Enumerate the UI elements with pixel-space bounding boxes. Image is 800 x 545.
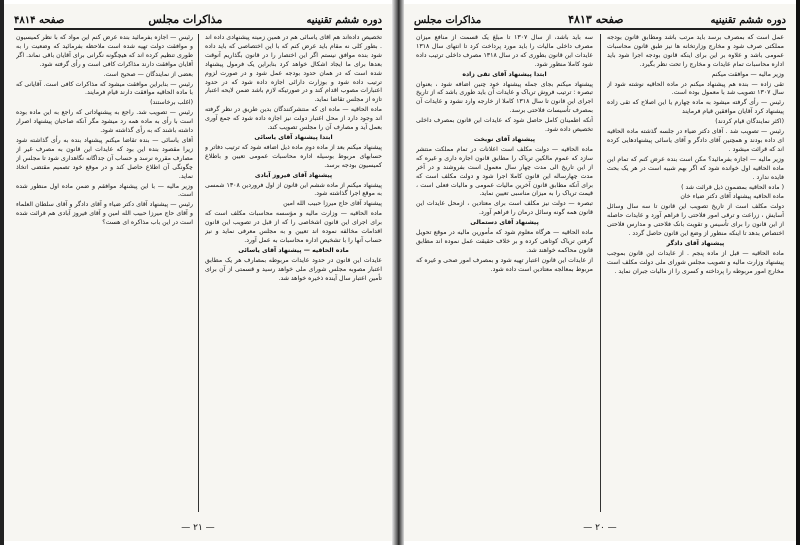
- column-divider: [600, 34, 601, 512]
- paragraph: پیشنهاد میکنم بعد از ماده دوم ماده ذیل اضافه شود که ترتیب دفاتر و حسابهای مربوط بوسیله اداره محاسبات عمومی تعیین و باطلاع کمیسیون بودجه برسد.: [205, 143, 382, 169]
- paragraph: آنکه اطمینان کامل حاصل شود که عایدات این قانون بمصرف داخلی تخصیص داده شود.: [416, 117, 593, 134]
- paragraph: تقی زاده — بنده هم پیشنهاد میکنم در ماده الحاقیه نوشته شود از سال ۱۳۰۷ تصویب شد با معمول بوده است.: [607, 80, 784, 97]
- paragraph: ماده الحاقیه پیشنهاد آقای دکتر ضیاء خان: [680, 193, 784, 201]
- paragraph: پیشنهاد میکنم بجای جمله پیشنهاد خود چنین اضافه شود ، بعنوان تبصره : ترتیب فروش تریاک و عایدات آن باید طوری باشد که از تاریخ اجرای این قانون تا سال ۱۳۱۸ کاملا از خارجه وارد نشود و عایدات آن بمصرف تأسیسات فلاحتی برسد.: [416, 80, 593, 115]
- paragraph: ماده الحاقیه — قبل از ماده پنجم . از عایدات این قانون بموجب پیشنهاد وزارت مالیه و تصویب مجلس شورای ملی دولت مکلف است مخارج امور مربوطه را پرداخته و کسری را از مالیات جبران نماید .: [607, 249, 784, 275]
- left-page-column-right: [205, 34, 382, 512]
- paragraph: بعضی از نمایندگان — صحیح است.: [103, 70, 193, 78]
- paragraph: رئیس — اجازه بفرمائید بنده عرض کنم این مواد که با نظر کمیسیون و موافقت دولت تهیه شده است ملاحظه بفرمائید که وضعیت را به طوری تنظیم کرده اند که هیچگونه نگرانی برای آقایان باقی نماند. اگر آقایان موافقت دارند مذاکرات کافی است و رأی گرفته شود.: [16, 34, 193, 68]
- right-page-title-left: مذاکرات مجلس: [414, 15, 482, 26]
- paragraph: ماده الحاقیه — ماده ای که منتشرکنندگان بدین طریق در نظر گرفته اند وجود دارد از محل اعتبار دولت نیز اجازه داده شود که جمع آوری بعمل آید و مصارف آن را مجلس تصویب کند.: [205, 106, 382, 132]
- paragraph: ماده الحاقیه — دولت مکلف است اعلانات در تمام مملکت منتشر سازد که عموم مالکین تریاک را مطابق قانون اجاره داری و غیره که از این تاریخ الی مدت چهار سال معمول است بفروشند و در آخر مدت چهارساله این قانون کاملا اجرا شود و دولت مکلف است که برای آنکه مطابق قانون آخرین مالیات عمومی و مالیات فعلی است ، قیمت تریاک را به میزان مناسبی تعیین نماید.: [416, 145, 593, 198]
- left-page: [4, 4, 392, 541]
- right-page-column-right: [607, 34, 784, 512]
- paragraph: آقای یاسائی — بنده تقاضا میکنم پیشنهاد بنده به رأی گذاشته شود زیرا مقصود بنده این بود که عایدات این قانون به مصرف غیر از مصارف مقرره نرسد و حساب آن جداگانه نگاهداری شود تا مجلس از چگونگی آن اطلاع حاصل کند و در موقع خود تصمیم مقتضی اتخاذ نماید.: [16, 136, 193, 180]
- left-page-number: صفحه ۴۸۱۴: [14, 15, 65, 26]
- left-page-footer: — ۲۱ —: [181, 523, 215, 533]
- right-page-number: صفحه ۴۸۱۳: [568, 13, 624, 26]
- paragraph-heading: ابتدا پیشنهاد آقای تقی زاده: [462, 70, 547, 78]
- scan-edge-right: [796, 0, 800, 545]
- left-page-title: مذاکرات مجلس: [148, 13, 223, 26]
- paragraph: تبصره — دولت نیز مکلف است برای معتادین ، ازمحل عایدات این قانون همه گونه وسائل درمان را فراهم آورد.: [416, 200, 593, 217]
- paragraph-heading: پیشنهاد آقای دادگر: [666, 239, 725, 247]
- paragraph: وزیر مالیه — اجازه بفرمائید؟ مکن است بنده عرض کنم که تمام این ماده الحاقیه اول خوانده شود که اگر بهم شبیه است در هر یک بحث فایده ندارد .: [607, 155, 784, 181]
- paragraph: پیشنهاد آقای حاج میرزا حبیب الله امین: [283, 200, 382, 208]
- column-divider: [198, 34, 199, 512]
- paragraph: از عایدات این قانون اعتبار تهیه شود و بمصرف امور صحی و غیره که مربوط بمعالجه معتادین است داده شود.: [416, 256, 593, 273]
- right-page: [404, 4, 796, 541]
- left-page-header: [14, 10, 382, 30]
- paragraph-heading: پیشنهاد آقای دستمالی: [470, 219, 539, 227]
- right-page-footer: — ۲۰ —: [583, 523, 617, 533]
- paragraph: رئیس — رأی گرفته میشود به ماده چهارم یا این اصلاح که تقی زاده پیشنهاد کرد آقایان موافقین قیام فرمایند: [607, 99, 784, 116]
- paragraph: وزیر مالیه — با این پیشنهاد موافقم و ضمن ماده اول منظور شده است.: [16, 182, 193, 199]
- paragraph: رئیس — پیشنهاد آقای دکتر ضیاء و آقای دادگر و آقای سلطان العلماء و آقای حاج میرزا حبیب الله امین و آقای فیروز آبادی هم قرائت شده است در این باب مذاکره ای هست؟: [16, 201, 193, 227]
- paragraph: رئیس — بنابراین موافقت میشود که مذاکرات کافی است. آقایانی که با ماده الحاقیه موافقت دارند قیام فرمایند.: [16, 80, 193, 97]
- paragraph: تخصیص داده‌اند هم آقای یاسائی هم در همین زمینه پیشنهادی داده اند . بطور کلی نه مقام باید عرض کنم که با این اختصاصی که باید داده شود بنده موافق نیستم اگر این اختصار را در قانون بگذاریم آنوقت بعدها برای ما ایجاد اشکال خواهد کرد بنابراین یک فرمول پیشنهاد شده است که در همان حدود بودجه عمل شود و در صورت لزوم ترتیب داده شود و بوزارت دارائی اجازه داده شود که در حدود اعتبارات مصوب اقدام کند و در صورتیکه لازم باشد ضمن لایحه اعتبار تازه از مجلس تقاضا نماید.: [205, 34, 382, 104]
- right-page-column-left: [416, 34, 593, 512]
- paragraph-heading: پیشنهاد آقای فیروز آبادی: [254, 171, 333, 179]
- left-page-column-left: [16, 34, 193, 512]
- paragraph-heading: ماده الحاقیه — پیشنهاد آقای یاسائی: [238, 246, 349, 254]
- paragraph: (اغلب برخاستند): [150, 99, 193, 107]
- paragraph: رئیس — تصویب شد. راجع به پیشنهاداتی که راجع به این ماده بوده است با رأی به ماده همه رد میشود مگر آنکه صاحبان پیشنهاد اصرار داشته باشند که به رأی گذاشته شود.: [16, 109, 193, 135]
- left-page-session: دوره ششم تقنینیه: [306, 15, 382, 26]
- paragraph: عایدات این قانون در حدود عایدات مربوطه بمصارف هر یک مطابق اعتبار مصوبه مجلس شورای ملی خواهد رسید و قسمتی از آن برای تأمین اعتبار سال آینده ذخیره خواهد شد.: [205, 256, 382, 282]
- paragraph: ماده الحاقیه — وزارت مالیه و مؤسسه محاسبات مکلف است که برای اجرای این قانون اشخاصی را که از قبل در تصویب این قانون اقدامات مخالفه نموده اند تعیین و به مجلس معرفی نماید و نیز حساب آنها را با تشخیص اداره محاسبات به عمل آورد.: [205, 210, 382, 244]
- paragraph: سه باید باشد، از سال ۱۳۰۷ تا مبلغ یک قسمت از منافع میزان مصرف داخلی مالیات را باید مورد پرداخت کرد تا انتهای سال ۱۳۱۸ عایدات این قانون بطوری که در سال ۱۳۱۸ مصرف داخلی ترتیب داده شود کاملا منظور شود.: [416, 34, 593, 68]
- paragraph: دولت مکلف است از تاریخ تصویب این قانون تا سه سال وسائل آسایش ، زراعت و ترقی امور فلاحتی را فراهم آورد و عایدات حاصله از این قانون را برای تأسیس و تقویت بانک فلاحتی و مدارس فلاحتی اختصاص بدهد تا اینکه منظور از وضع این قانون حاصل گردد .: [607, 203, 784, 238]
- right-page-header: [414, 10, 786, 30]
- paragraph-heading: ابتدا پیشنهاد آقای یاسائی: [254, 133, 333, 141]
- paragraph: عمل است که بمصرف برسد باید مرتب باشد ومطابق قانون بودجه مملکتی صرف شود و مخارج وزارتخانه ها نیز طبق قانون محاسبات عمومی باشد و علاوه بر این برای اینکه قانون بودجه اجرا شود باید اداره محاسبات تمام عایدات و مخارج را تحت نظر بگیرد.: [607, 34, 784, 68]
- paragraph: (اکثر نمایندگان قیام کردند): [715, 118, 784, 126]
- paragraph: پیشنهاد میکنم از ماده ششم این قانون از اول فروردین ۱۳۰۸ شمسی به موقع اجرا گذاشته شود.: [205, 181, 382, 198]
- paragraph-heading: پیشنهاد آقای نوبخت: [473, 135, 536, 143]
- paragraph: رئیس — تصویب شد . آقای دکتر ضیاء در جلسه گذشته ماده الحاقیه ای داده بودند و همچنین آقای دادگر و آقای یاسائی پیشنهادهایی کرده اند که قرائت میشود .: [607, 128, 784, 153]
- right-page-session: دوره ششم تقنینیه: [710, 15, 786, 26]
- book-gutter: [392, 0, 404, 545]
- paragraph: وزیر مالیه — موافقت میکنم: [711, 70, 784, 78]
- paragraph: ( ماده الحاقیه بمضمون ذیل قرائت شد ): [681, 183, 784, 191]
- paragraph: ماده الحاقیه — هرگاه معلوم شود که مأمورین مالیه در موقع تحویل گرفتن تریاک کوتاهی کرده و بر خلاف حقیقت عمل نموده اند مطابق قانون محاکمه خواهند شد.: [416, 229, 593, 254]
